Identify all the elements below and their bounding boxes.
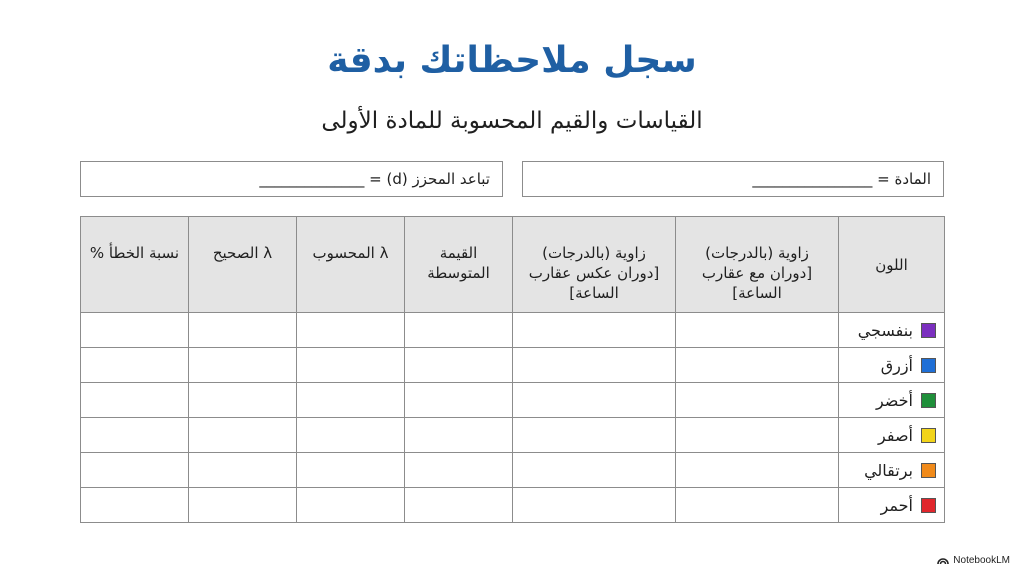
color-swatch-icon [921, 498, 936, 513]
header-error-percent: نسبة الخطأ % [81, 217, 189, 313]
page-title: سجل ملاحظاتك بدقة [327, 40, 697, 81]
lambda-true-cell[interactable] [189, 313, 297, 348]
lambda-calculated-cell[interactable] [297, 488, 405, 523]
color-cell [839, 348, 945, 383]
angle-counterclockwise-cell[interactable] [513, 383, 676, 418]
angle-counterclockwise-cell[interactable] [513, 418, 676, 453]
color-cell [839, 488, 945, 523]
subject-field[interactable]: المادة = ________________ [522, 161, 944, 197]
header-lambda-true: λ الصحيح [189, 217, 297, 313]
color-swatch-icon [921, 393, 936, 408]
lambda-true-cell[interactable] [189, 488, 297, 523]
average-value-cell[interactable] [405, 383, 513, 418]
observations-table [80, 216, 945, 523]
error-percent-cell[interactable] [81, 418, 189, 453]
lambda-calculated-cell[interactable] [297, 418, 405, 453]
error-percent-cell[interactable] [81, 313, 189, 348]
error-percent-cell[interactable] [81, 488, 189, 523]
color-name: برتقالي [864, 460, 913, 480]
header-color: اللون [839, 217, 945, 313]
header-angle-clockwise: زاوية (بالدرجات) [دوران مع عقارب الساعة] [676, 217, 839, 313]
notebooklm-logo-icon [937, 557, 949, 565]
lambda-true-cell[interactable] [189, 348, 297, 383]
lambda-true-cell[interactable] [189, 418, 297, 453]
table-row [81, 418, 945, 453]
page-subtitle: القياسات والقيم المحسوبة للمادة الأولى [321, 108, 703, 134]
table-row [81, 383, 945, 418]
color-swatch-icon [921, 463, 936, 478]
color-swatch-icon [921, 358, 936, 373]
average-value-cell[interactable] [405, 313, 513, 348]
color-swatch-icon [921, 323, 936, 338]
color-cell [839, 453, 945, 488]
color-cell [839, 383, 945, 418]
brand-label: NotebookLM [953, 555, 1010, 566]
header-angle-counterclockwise: زاوية (بالدرجات) [دوران عكس عقارب الساعة] [513, 217, 676, 313]
average-value-cell[interactable] [405, 418, 513, 453]
average-value-cell[interactable] [405, 488, 513, 523]
table-header-row [81, 217, 945, 313]
table-row [81, 453, 945, 488]
color-name: أزرق [880, 355, 913, 375]
lambda-calculated-cell[interactable] [297, 348, 405, 383]
average-value-cell[interactable] [405, 348, 513, 383]
grating-spacing-field[interactable]: تباعد المحزز (d) = ______________ [80, 161, 503, 197]
error-percent-cell[interactable] [81, 453, 189, 488]
lambda-calculated-cell[interactable] [297, 453, 405, 488]
angle-clockwise-cell[interactable] [676, 418, 839, 453]
angle-counterclockwise-cell[interactable] [513, 488, 676, 523]
notebooklm-brand [937, 555, 1010, 566]
angle-counterclockwise-cell[interactable] [513, 313, 676, 348]
header-average-value: القيمة المتوسطة [405, 217, 513, 313]
color-cell [839, 313, 945, 348]
angle-clockwise-cell[interactable] [676, 313, 839, 348]
color-name: أصفر [878, 425, 913, 445]
color-cell [839, 418, 945, 453]
lambda-calculated-cell[interactable] [297, 383, 405, 418]
angle-clockwise-cell[interactable] [676, 348, 839, 383]
table-row [81, 488, 945, 523]
color-name: أخضر [875, 390, 913, 410]
error-percent-cell[interactable] [81, 383, 189, 418]
table-row [81, 313, 945, 348]
angle-counterclockwise-cell[interactable] [513, 348, 676, 383]
error-percent-cell[interactable] [81, 348, 189, 383]
angle-clockwise-cell[interactable] [676, 488, 839, 523]
table-row [81, 348, 945, 383]
angle-counterclockwise-cell[interactable] [513, 453, 676, 488]
header-lambda-calculated: λ المحسوب [297, 217, 405, 313]
average-value-cell[interactable] [405, 453, 513, 488]
lambda-true-cell[interactable] [189, 383, 297, 418]
lambda-true-cell[interactable] [189, 453, 297, 488]
angle-clockwise-cell[interactable] [676, 383, 839, 418]
color-name: أحمر [880, 495, 913, 515]
color-swatch-icon [921, 428, 936, 443]
angle-clockwise-cell[interactable] [676, 453, 839, 488]
color-name: بنفسجي [857, 320, 913, 340]
lambda-calculated-cell[interactable] [297, 313, 405, 348]
